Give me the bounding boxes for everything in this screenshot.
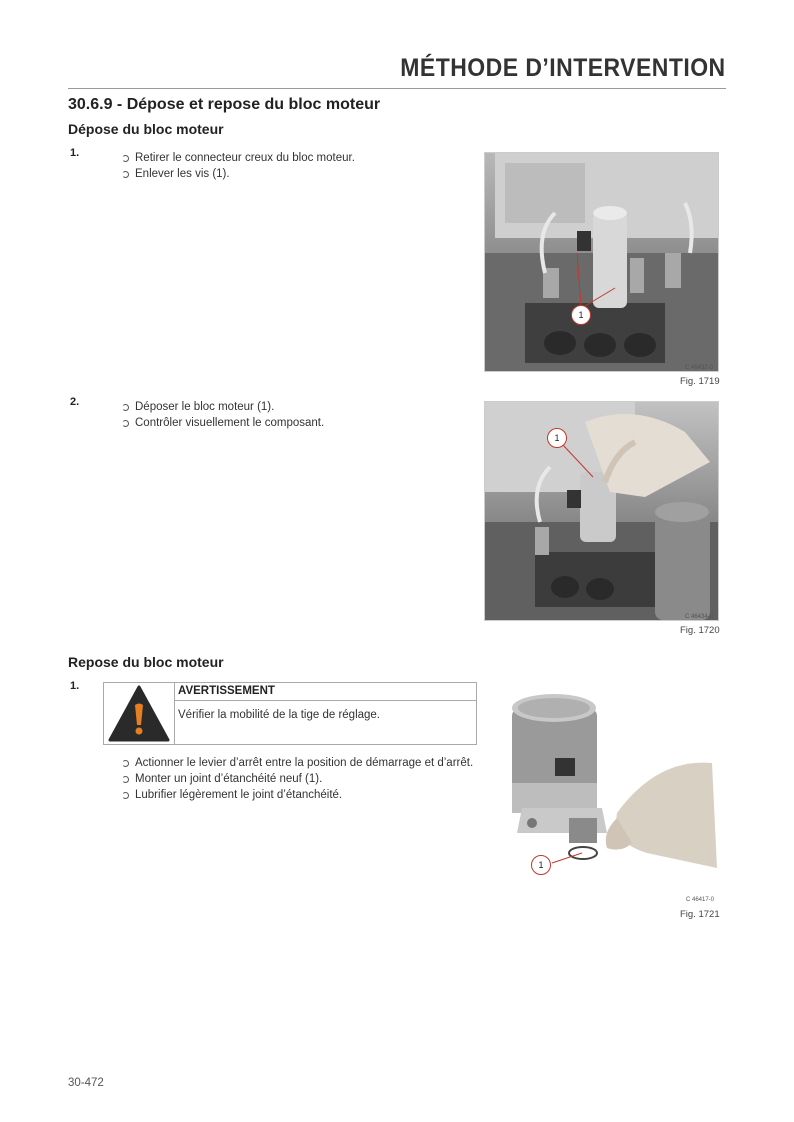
figure-caption: Fig. 1719 xyxy=(680,376,720,387)
list-item: Monter un joint d’étanchéité neuf (1). xyxy=(120,771,473,787)
list-item: Déposer le bloc moteur (1). xyxy=(120,399,324,415)
page-header-title: MÉTHODE D’INTERVENTION xyxy=(400,54,726,82)
figure-1720-photo xyxy=(484,401,719,621)
callout-number: 1 xyxy=(571,305,591,325)
page-number: 30-472 xyxy=(68,1077,104,1089)
repose-step-1-number: 1. xyxy=(70,680,80,692)
figure-caption: Fig. 1721 xyxy=(680,909,720,920)
figure-code: C 46434-0 xyxy=(685,614,714,620)
figure-1721-photo xyxy=(497,683,717,893)
list-item: Retirer le connecteur creux du bloc moteur. xyxy=(120,150,355,166)
callout-number: 1 xyxy=(531,855,551,875)
warning-icon-cell xyxy=(104,683,175,744)
list-item: Contrôler visuellement le composant. xyxy=(120,415,324,431)
warning-title: AVERTISSEMENT xyxy=(175,683,476,701)
depose-step-2-bullets xyxy=(120,399,324,431)
figure-code: C 46417-0 xyxy=(686,897,715,903)
depose-step-1-bullets xyxy=(120,150,355,182)
callout-number: 1 xyxy=(547,428,567,448)
depose-step-2-number: 2. xyxy=(70,396,80,408)
repose-title: Repose du bloc moteur xyxy=(68,654,224,670)
figure-caption: Fig. 1720 xyxy=(680,625,720,636)
depose-title: Dépose du bloc moteur xyxy=(68,121,224,137)
repose-step-1-bullets xyxy=(120,755,473,803)
section-title: 30.6.9 - Dépose et repose du bloc moteur xyxy=(68,96,381,113)
header-rule xyxy=(68,88,726,89)
warning-box xyxy=(103,682,477,745)
list-item: Actionner le levier d’arrêt entre la position de démarrage et d’arrêt. xyxy=(120,755,473,771)
figure-1719-photo xyxy=(484,152,719,372)
figure-code: C 46432-0 xyxy=(685,365,714,371)
warning-text: Vérifier la mobilité de la tige de réglage. xyxy=(178,709,381,721)
list-item: Lubrifier légèrement le joint d’étanchéité. xyxy=(120,787,473,803)
warning-icon xyxy=(104,683,174,744)
list-item: Enlever les vis (1). xyxy=(120,166,355,182)
depose-step-1-number: 1. xyxy=(70,147,80,159)
